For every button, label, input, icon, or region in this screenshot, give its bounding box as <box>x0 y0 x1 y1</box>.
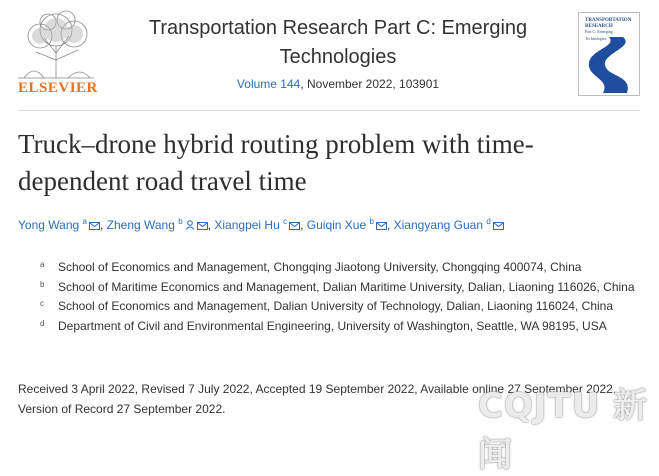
issue-info: , November 2022, 103901 <box>300 77 440 91</box>
cover-road-icon <box>583 37 637 93</box>
author-link[interactable]: Xiangyang Guan <box>393 218 484 232</box>
email-icon[interactable] <box>197 219 208 233</box>
author-list: Yong Wang $^a$ , Zheng Wang $^b$ , Xiangpei Hu $^c$ , Guiqin Xue $^b$ , Xiangyang Guan $^d$ <box>18 217 648 233</box>
affiliation-item <box>40 258 640 278</box>
journal-meta <box>128 77 548 91</box>
affiliation-ref[interactable]: b <box>178 217 183 226</box>
affiliation-item <box>40 317 640 337</box>
author-link[interactable]: Zheng Wang <box>106 218 175 232</box>
person-icon[interactable] <box>185 219 195 233</box>
publisher-name[interactable]: ELSEVIER <box>18 80 98 96</box>
journal-title[interactable]: Transportation Research Part C: Emerging Technologies <box>148 17 528 68</box>
affiliation-label: a <box>40 260 45 269</box>
affiliation-ref[interactable]: a <box>82 217 87 226</box>
affiliation-ref[interactable]: c <box>283 217 288 226</box>
affiliation-text: Department of Civil and Environmental Engineering, University of Washington, Seattle, WA 98195, USA <box>58 318 607 333</box>
affiliation-ref[interactable]: d <box>486 217 491 226</box>
email-icon[interactable] <box>289 219 300 233</box>
author-link[interactable]: Xiangpei Hu <box>214 218 280 232</box>
affiliation-item <box>40 278 640 298</box>
watermark-logo: CQJTU 新闻 <box>478 386 649 475</box>
journal-cover-thumbnail[interactable] <box>578 12 640 96</box>
affiliation-list <box>40 258 640 336</box>
author-link[interactable]: Guiqin Xue <box>306 218 367 232</box>
affiliation-label: c <box>40 299 44 308</box>
affiliation-label: b <box>40 279 45 289</box>
affiliation-item <box>40 297 640 317</box>
article-title: Truck–drone hybrid routing problem with time-dependent road travel time <box>18 129 534 196</box>
affiliation-text: School of Economics and Management, Dalian University of Technology, Dalian, Liaoning 116024, China <box>58 299 613 313</box>
email-icon[interactable] <box>89 219 100 233</box>
affiliation-text: School of Maritime Economics and Management, Dalian Maritime University, Dalian, Liaoning 116026, China <box>58 279 635 294</box>
affiliation-text: School of Economics and Management, Chongqing Jiaotong University, Chongqing 400074, China <box>58 260 582 274</box>
cover-title: TRANSPORTATION RESEARCH Part C: Emerging Technologies <box>585 18 632 41</box>
author-link[interactable]: Yong Wang <box>18 218 80 232</box>
header-divider <box>18 110 640 111</box>
email-icon[interactable] <box>493 219 504 233</box>
affiliation-ref[interactable]: b <box>369 217 374 226</box>
version-of-record: Version of Record 27 September 2022. <box>18 402 226 416</box>
affiliation-label: d <box>40 318 45 328</box>
history-dates: Received 3 April 2022, Revised 7 July 2022, Accepted 19 September 2022, Available online 27 September 2022. <box>18 382 617 396</box>
volume-link[interactable]: Volume 144 <box>236 77 301 91</box>
email-icon[interactable] <box>376 219 387 233</box>
